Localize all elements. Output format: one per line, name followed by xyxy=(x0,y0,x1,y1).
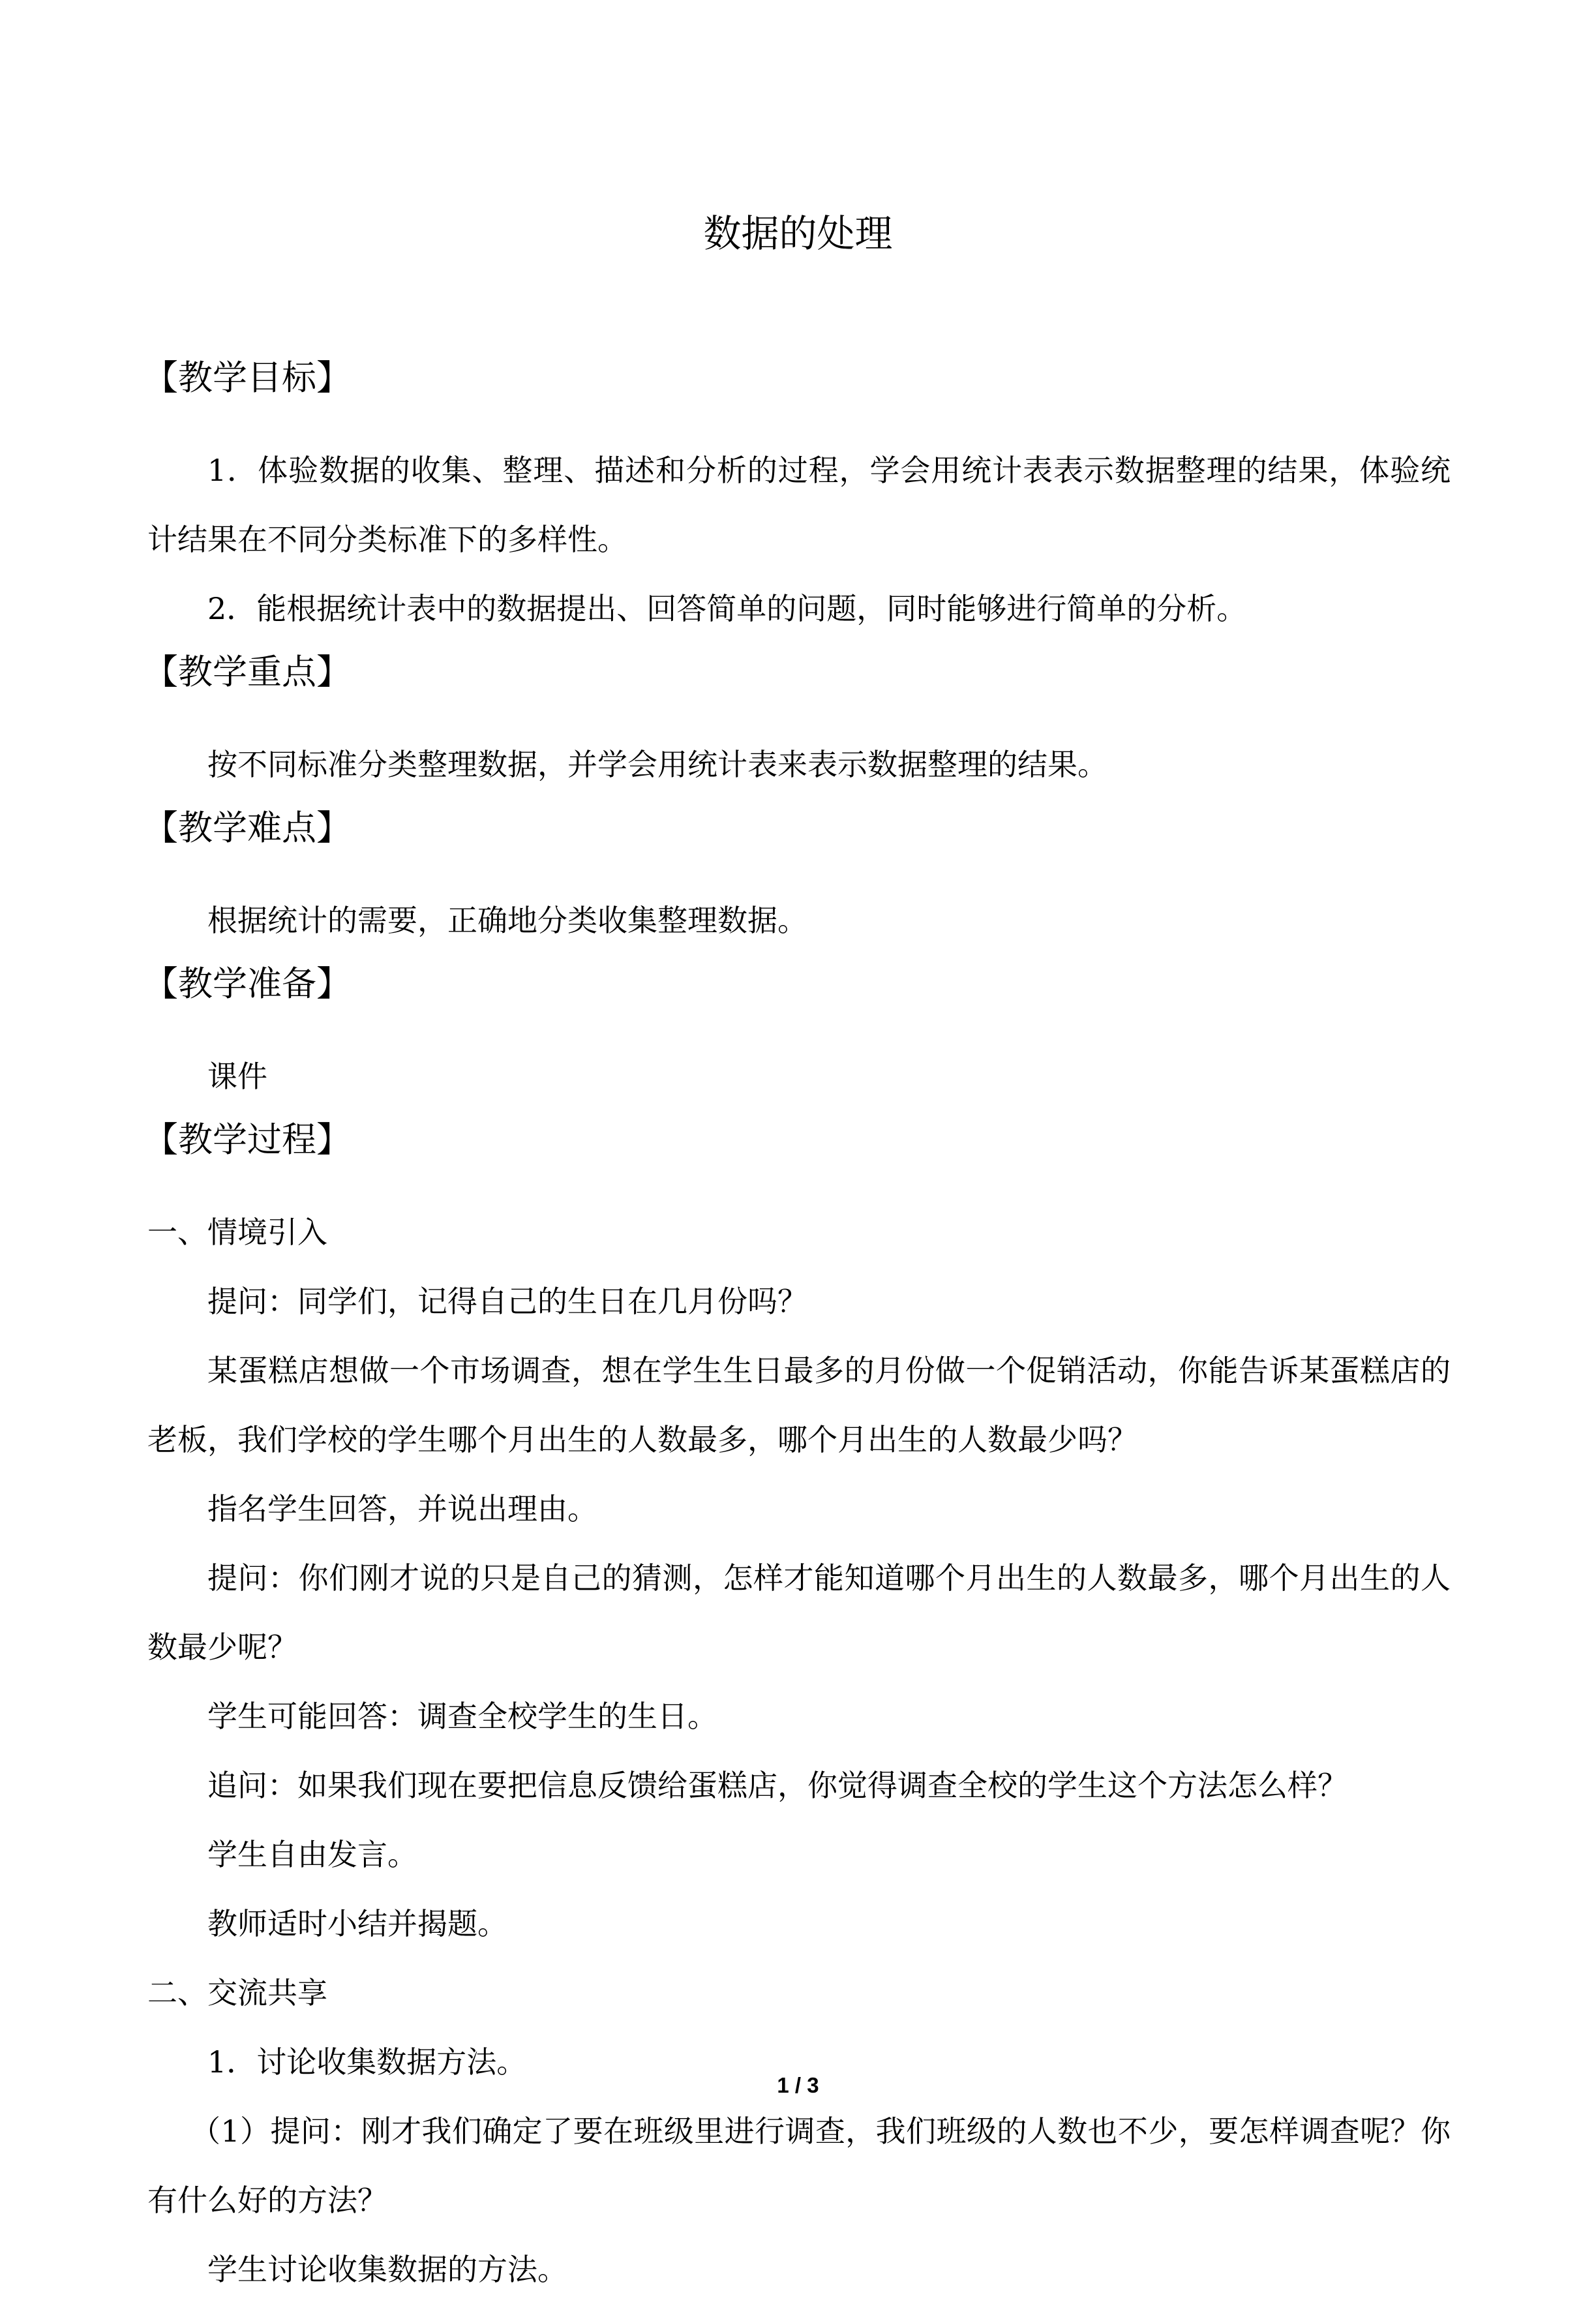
paragraph: 提问：同学们，记得自己的生日在几月份吗？ xyxy=(207,1284,807,1319)
paragraph: 1．讨论收集数据方法。 xyxy=(207,2044,527,2080)
section-heading-key-points: 【教学重点】 xyxy=(143,652,351,692)
paragraph: 教师适时小结并揭题。 xyxy=(207,1906,507,1941)
section-heading-objectives: 【教学目标】 xyxy=(143,358,351,398)
key-points-text: 按不同标准分类整理数据，并学会用统计表来表示数据整理的结果。 xyxy=(207,747,1107,782)
page-number: 1 / 3 xyxy=(777,2073,819,2097)
objective-item: 2．能根据统计表中的数据提出、回答简单的问题，同时能够进行简单的分析。 xyxy=(207,591,1247,626)
document-body xyxy=(143,349,1451,2304)
section-heading-process: 【教学过程】 xyxy=(143,1120,351,1160)
paragraph: 学生自由发言。 xyxy=(207,1837,417,1872)
document-title: 数据的处理 xyxy=(703,211,893,256)
paragraph: （1）提问：刚才我们确定了要在班级里进行调查，我们班级的人数也不少，要怎样调查呢？你有什么好的方法？ xyxy=(147,2114,1451,2218)
paragraph: 某蛋糕店想做一个市场调查，想在学生生日最多的月份做一个促销活动，你能告诉某蛋糕店的老板，我们学校的学生哪个月出生的人数最多，哪个月出生的人数最少吗？ xyxy=(147,1353,1451,1457)
paragraph: 指名学生回答，并说出理由。 xyxy=(207,1491,597,1526)
paragraph: 追问：如果我们现在要把信息反馈给蛋糕店，你觉得调查全校的学生这个方法怎么样？ xyxy=(207,1768,1348,1803)
process-part2-title: 二、交流共享 xyxy=(147,1975,327,2010)
paragraph: 提问：你们刚才说的只是自己的猜测，怎样才能知道哪个月出生的人数最多，哪个月出生的人数最少呢？ xyxy=(147,1560,1451,1665)
process-part1-title: 一、情境引入 xyxy=(147,1215,327,1250)
paragraph: 学生可能回答：调查全校学生的生日。 xyxy=(207,1699,717,1734)
paragraph: 学生讨论收集数据的方法。 xyxy=(207,2252,567,2287)
section-heading-preparation: 【教学准备】 xyxy=(143,964,351,1004)
objective-item: 1．体验数据的收集、整理、描述和分析的过程，学会用统计表表示数据整理的结果，体验统计结果在不同分类标准下的多样性。 xyxy=(147,453,1451,557)
difficulties-text: 根据统计的需要，正确地分类收集整理数据。 xyxy=(207,903,807,938)
preparation-text: 课件 xyxy=(207,1059,267,1094)
section-heading-difficulties: 【教学难点】 xyxy=(143,808,351,848)
